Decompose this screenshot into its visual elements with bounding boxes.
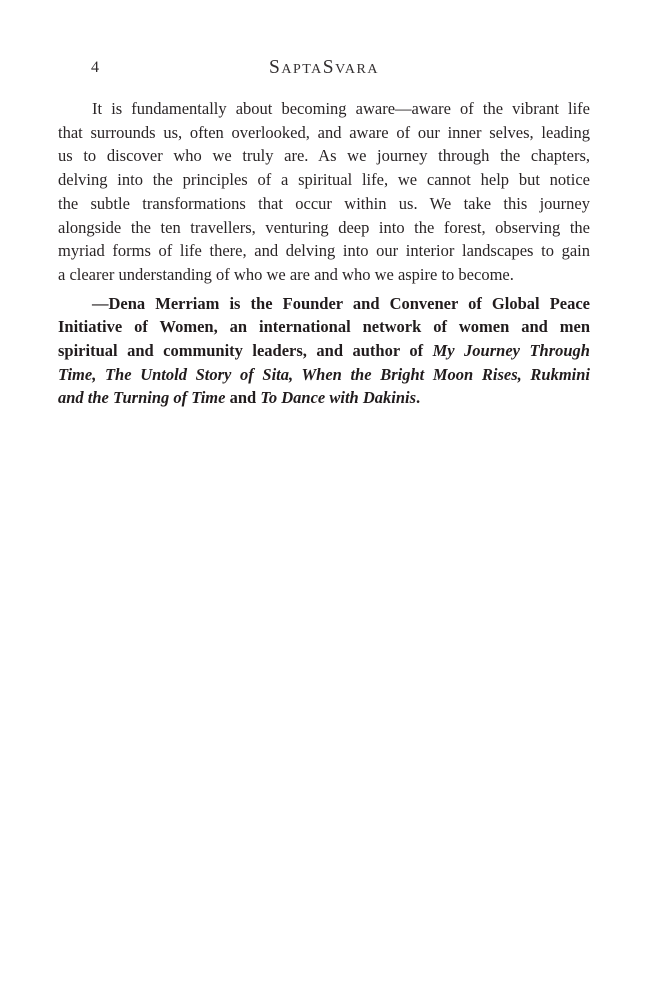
book-title-text: Time, The Untold Story of Sita, When the Bright Moon Rises, Rukmini — [58, 364, 590, 384]
book-title-text: My Journey Through — [432, 341, 590, 361]
text-line — [58, 363, 590, 387]
text-line — [58, 292, 590, 316]
body-text: and — [225, 388, 261, 408]
attribution-paragraph — [58, 292, 590, 411]
text-line — [58, 386, 590, 410]
header-title: SaptaSvara — [269, 57, 379, 78]
body-text: that surrounds us, often overlooked, and aware of our inner selves, leading — [58, 122, 590, 142]
text-line — [58, 121, 590, 145]
text-line — [58, 339, 590, 363]
book-title-text: To Dance with Dakinis — [260, 388, 417, 408]
body-text: myriad forms of life there, and delving into our interior landscapes to gain — [58, 241, 590, 261]
text-line — [58, 315, 590, 339]
body-text: alongside the ten travellers, venturing deep into the forest, observing the — [58, 217, 590, 237]
book-title-text: and the Turning of Time — [58, 388, 226, 408]
body-text: us to discover who we truly are. As we journey through the chapters, — [58, 146, 590, 166]
body-text: a clearer understanding of who we are and who we aspire to become. — [58, 264, 514, 284]
page-body — [58, 97, 590, 410]
text-line — [58, 239, 590, 263]
text-line — [58, 97, 590, 121]
body-text: spiritual and community leaders, and author of — [58, 341, 433, 361]
text-line — [58, 263, 590, 287]
body-text: . — [416, 388, 421, 408]
body-text: —Dena Merriam is the Founder and Convener of Global Peace — [92, 293, 590, 313]
text-line — [58, 192, 590, 216]
text-line — [58, 216, 590, 240]
running-header — [58, 57, 590, 81]
body-text: It is fundamentally about becoming aware—aware of the vibrant life — [92, 99, 590, 118]
body-text: the subtle transformations that occur within us. We take this journey — [58, 193, 590, 213]
page-number: 4 — [91, 59, 99, 76]
body-text: Initiative of Women, an international network of women and men — [58, 317, 590, 337]
text-line — [58, 144, 590, 168]
text-line — [58, 168, 590, 192]
intro-paragraph — [58, 97, 590, 287]
body-text: delving into the principles of a spiritual life, we cannot help but notice — [58, 170, 590, 190]
